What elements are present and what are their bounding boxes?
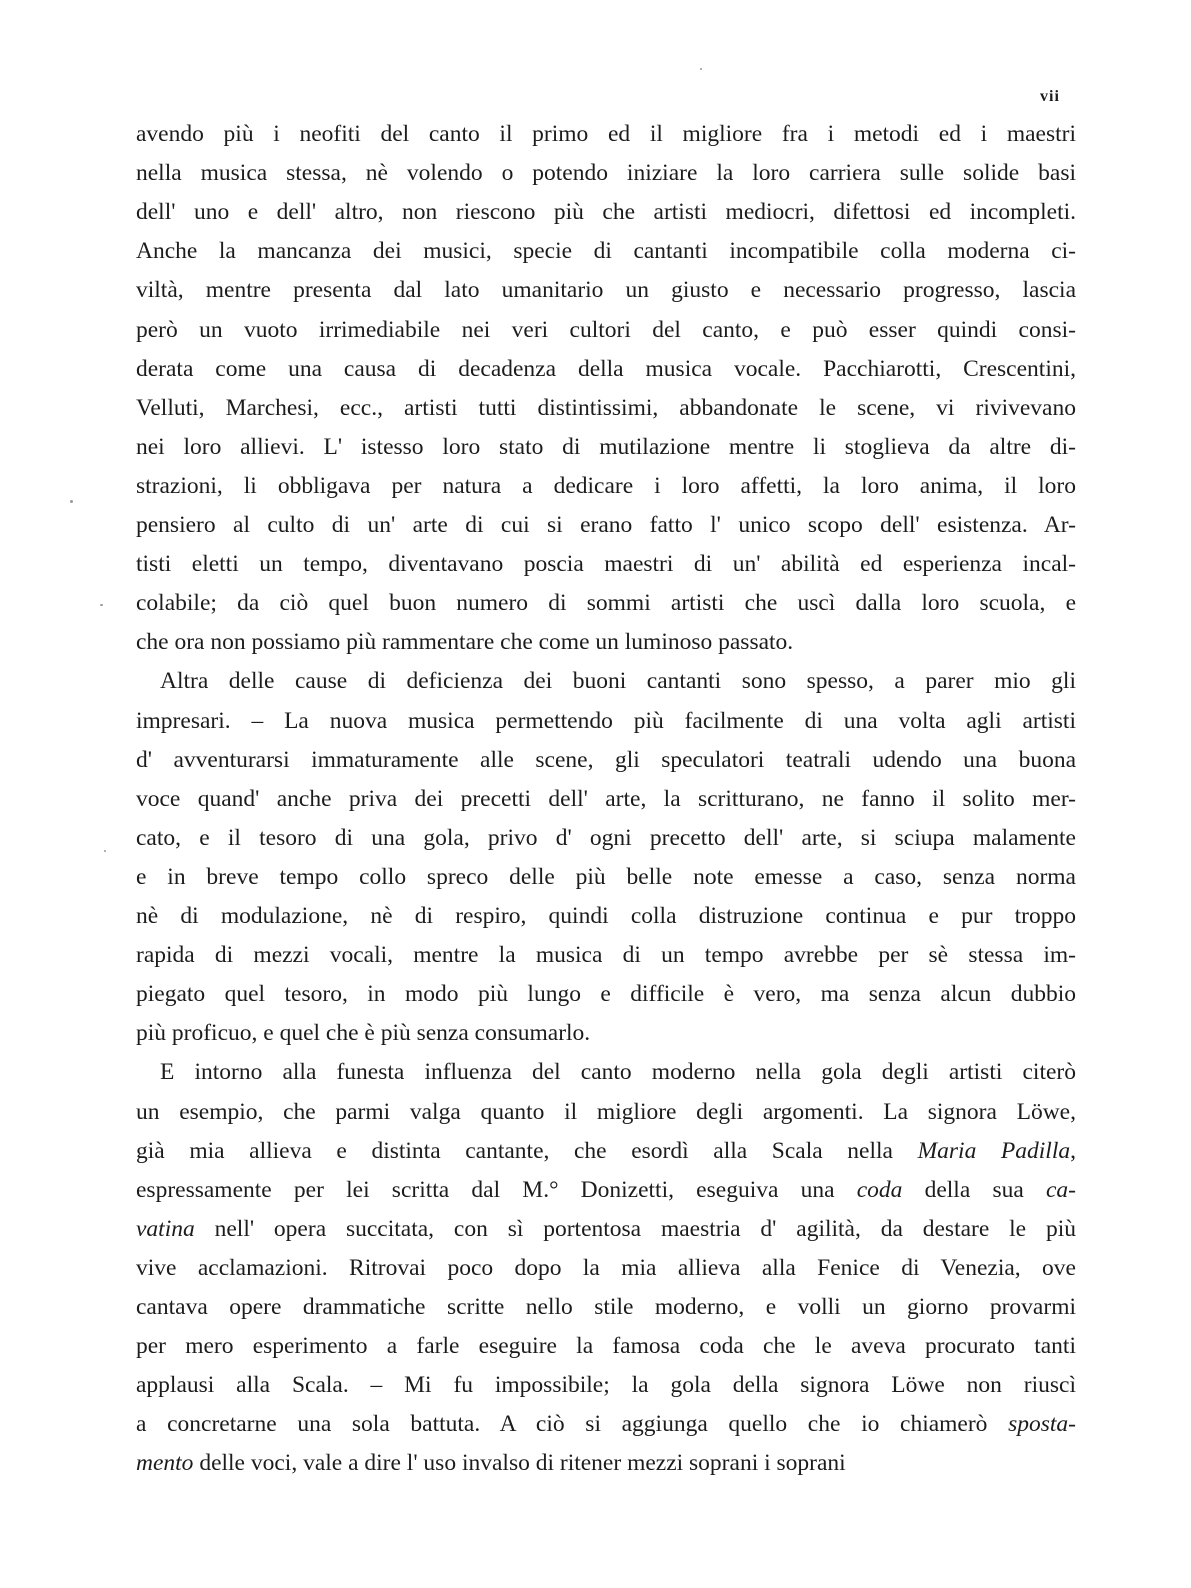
text-span: pensiero al culto di un' arte di cui si erano fatto l' unico scopo dell' esistenza. Ar- (136, 512, 1076, 538)
text-span: piegato quel tesoro, in modo più lungo e difficile è vero, ma senza alcun dubbio (136, 981, 1076, 1008)
text-line (136, 544, 1076, 584)
text-line (136, 896, 1076, 936)
text-span: avendo più i neofiti del canto il primo ed il migliore fra i metodi ed i maestri (136, 121, 1076, 147)
text-span: voce quand' anche priva dei precetti dell' arte, la scritturano, ne fanno il solito mer- (136, 785, 1076, 812)
text-line (136, 427, 1076, 467)
text-line (136, 1443, 1076, 1483)
italic-text: ca- (1045, 1176, 1076, 1203)
text-line (136, 622, 1076, 662)
text-span: colabile; da ciò quel buon numero di sommi artisti che uscì dalla loro scuola, e (136, 590, 1076, 617)
text-line (136, 779, 1076, 819)
text-line (136, 1209, 1076, 1249)
text-line (136, 505, 1076, 545)
text-span: nei loro allievi. L' istesso loro stato di mutilazione mentre li stoglieva da altre di- (136, 433, 1076, 460)
text-line (136, 1170, 1076, 1210)
text-span: derata come una causa di decadenza della musica vocale. Pacchiarotti, Crescentini, (136, 355, 1076, 382)
text-line (136, 1404, 1076, 1444)
text-span: espressamente per lei scritta dal M.° Donizetti, eseguiva una (136, 1176, 857, 1203)
text-span: applausi alla Scala. – Mi fu impossibile; la gola della signora Löwe non riuscì (136, 1372, 1076, 1399)
scan-speck (70, 500, 73, 503)
text-span: che ora non possiamo più rammentare che come un luminoso passato. (136, 629, 794, 656)
text-line (136, 192, 1076, 232)
page-number: vii (1040, 88, 1060, 105)
text-span: E intorno alla funesta influenza del canto moderno nella gola degli artisti citerò (160, 1059, 1076, 1086)
text-span: a concretarne una sola battuta. A ciò si aggiunga quello che io chiamerò (136, 1411, 1009, 1438)
text-line (136, 857, 1076, 897)
text-line (136, 270, 1076, 310)
text-span: , (1070, 1137, 1076, 1164)
text-line (136, 466, 1076, 506)
text-line (136, 1248, 1076, 1288)
text-line (136, 349, 1076, 389)
text-line (160, 1052, 1076, 1092)
text-span: nell' opera succitata, con sì portentosa maestria d' agilità, da destare le più (194, 1215, 1076, 1242)
text-span: Velluti, Marchesi, ecc., artisti tutti distintissimi, abbandonate le scene, vi rivivevano (136, 394, 1076, 421)
text-line (136, 740, 1076, 780)
text-span: strazioni, li obbligava per natura a dedicare i loro affetti, la loro anima, il loro (136, 472, 1076, 499)
text-line (136, 388, 1076, 428)
text-line (136, 231, 1076, 271)
text-span: per mero esperimento a farle eseguire la famosa coda che le aveva procurato tanti (136, 1333, 1076, 1360)
text-line (136, 1365, 1076, 1405)
text-span: impresari. – La nuova musica permettendo più facilmente di una volta agli artisti (136, 707, 1076, 734)
italic-text: coda (856, 1176, 903, 1203)
text-line (136, 1013, 1076, 1053)
text-line (136, 153, 1076, 193)
text-line (136, 701, 1076, 741)
italic-text: sposta- (1008, 1411, 1076, 1438)
text-span: Anche la mancanza dei musici, specie di cantanti incompatibile colla moderna ci- (136, 238, 1076, 265)
text-line (136, 1131, 1076, 1171)
text-span: nella musica stessa, nè volendo o potendo iniziare la loro carriera sulle solide basi (136, 160, 1076, 187)
text-line (136, 974, 1076, 1014)
text-span: delle voci, vale a dire l' uso invalso di ritener mezzi soprani i soprani (193, 1450, 846, 1477)
text-span: vive acclamazioni. Ritrovai poco dopo la mia allieva alla Fenice di Venezia, ove (136, 1254, 1076, 1281)
scan-speck (100, 604, 103, 606)
italic-text: vatina (136, 1215, 195, 1242)
text-span: però un vuoto irrimediabile nei veri cultori del canto, e può esser quindi consi- (136, 316, 1076, 343)
text-line (136, 1092, 1076, 1132)
text-span: viltà, mentre presenta dal lato umanitario un giusto e necessario progresso, lascia (136, 277, 1076, 304)
text-span: cato, e il tesoro di una gola, privo d' ogni precetto dell' arte, si sciupa malamente (136, 824, 1076, 851)
text-line (136, 114, 1076, 154)
text-span: Altra delle cause di deficienza dei buoni cantanti sono spesso, a parer mio gli (160, 668, 1076, 695)
text-span: dell' uno e dell' altro, non riescono più che artisti mediocri, difettosi ed incompleti. (136, 199, 1076, 226)
text-line (136, 818, 1076, 858)
italic-text: Maria Padilla (917, 1137, 1071, 1164)
text-span: cantava opere drammatiche scritte nello stile moderno, e volli un giorno provarmi (136, 1294, 1076, 1320)
text-line (136, 310, 1076, 350)
scan-speck (700, 68, 702, 70)
text-line (136, 1326, 1076, 1366)
scan-speck (104, 850, 106, 852)
text-span: già mia allieva e distinta cantante, che esordì alla Scala nella (136, 1137, 918, 1164)
text-line (160, 661, 1076, 701)
text-span: tisti eletti un tempo, diventavano poscia maestri di un' abilità ed esperienza incal- (136, 551, 1076, 578)
text-span: più proficuo, e quel che è più senza consumarlo. (136, 1020, 591, 1047)
text-span: un esempio, che parmi valga quanto il migliore degli argomenti. La signora Löwe, (136, 1098, 1076, 1125)
text-span: d' avventurarsi immaturamente alle scene, gli speculatori teatrali udendo una buona (136, 746, 1076, 773)
text-line (136, 1287, 1076, 1327)
text-line (136, 935, 1076, 975)
text-span: rapida di mezzi vocali, mentre la musica di un tempo avrebbe per sè stessa im- (136, 942, 1076, 969)
italic-text: mento (136, 1450, 194, 1477)
text-line (136, 583, 1076, 623)
text-span: nè di modulazione, nè di respiro, quindi colla distruzione continua e pur troppo (136, 903, 1076, 929)
text-span: e in breve tempo collo spreco delle più belle note emesse a caso, senza norma (136, 863, 1076, 890)
text-span: della sua (902, 1176, 1046, 1203)
